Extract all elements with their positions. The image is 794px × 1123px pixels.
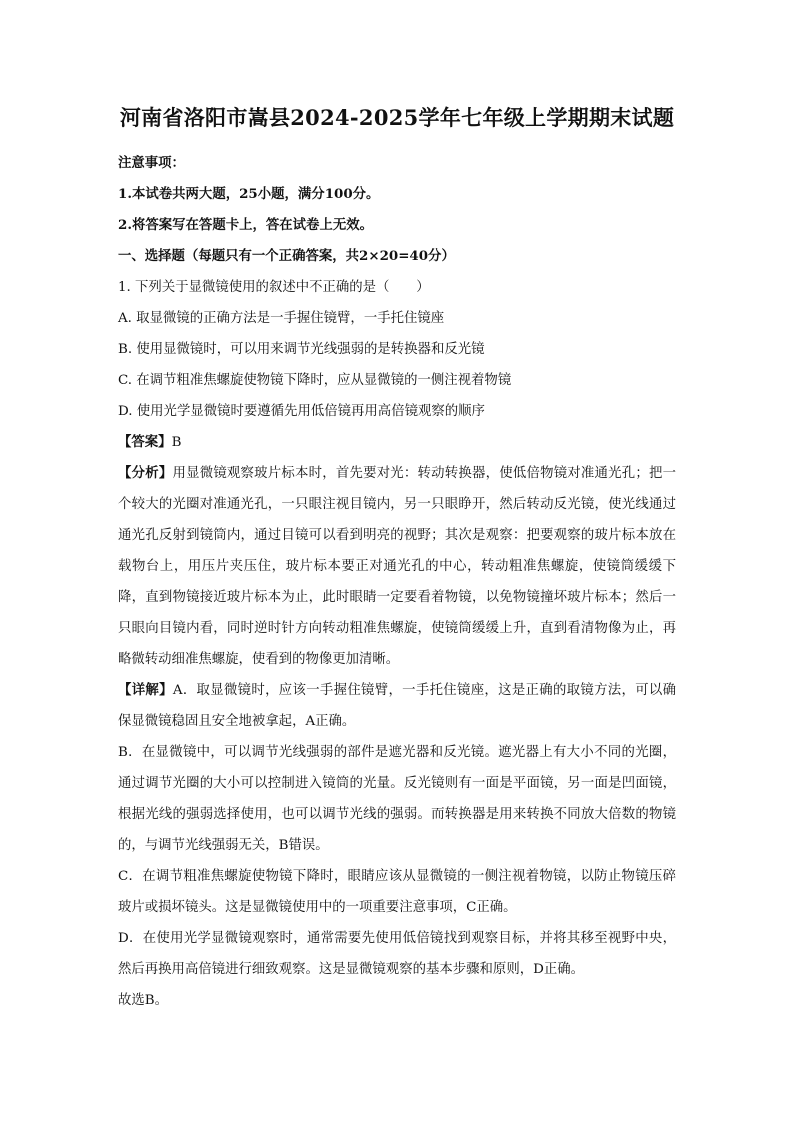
detail-paragraph-b: B．在显微镜中，可以调节光线强弱的部件是遮光器和反光镜。遮光器上有大小不同的光圈，通过调节光圈的大小可以控制进入镜筒的光量。反光镜则有一面是平面镜，另一面是凹面镜，根据光线的强弱选择使用，也可以调节光线的强弱。而转换器是用来转换不同放大倍数的物镜的，与调节光线强弱无关，B错误。 [118, 745, 676, 853]
detail-a-text: A．取显微镜时，应该一手握住镜臂，一手托住镜座，这是正确的取镜方法，可以确保显微镜稳固且安全地被拿起，A正确。 [118, 683, 677, 729]
option-d: D. 使用光学显微镜时要遵循先用低倍镜再用高倍镜观察的顺序 [118, 404, 485, 419]
answer-value: B [171, 435, 182, 450]
question-stem: 1. 下列关于显微镜使用的叙述中不正确的是（ ） [118, 280, 430, 295]
option-b: B. 使用显微镜时，可以用来调节光线强弱的是转换器和反光镜 [118, 342, 485, 357]
detail-label: 【详解】 [118, 682, 173, 698]
option-a: A. 取显微镜的正确方法是一手握住镜臂，一手托住镜座 [118, 311, 445, 326]
detail-paragraph-a [118, 675, 676, 737]
analysis-text: 用显微镜观察玻片标本时，首先要对光：转动转换器，使低倍物镜对准通光孔；把一个较大的光圈对准通光孔，一只眼注视目镜内，另一只眼睁开，然后转动反光镜，使光线通过通光孔反射到镜筒内，通过目镜可以看到明亮的视野；其次是观察：把要观察的玻片标本放在载物台上，用压片夹压住，玻片标本要正对通光孔的中心，转动粗准焦螺旋，使镜筒缓缓下降，直到物镜接近玻片标本为止，此时眼睛一定要看着物镜，以免物镜撞坏玻片标本；然后一只眼向目镜内看，同时逆时针方向转动粗准焦螺旋，使镜筒缓缓上升，直到看清物像为止，再略微转动细准焦螺旋，使看到的物像更加清晰。 [118, 466, 677, 667]
answer-line [118, 427, 676, 458]
answer-label: 【答案】 [118, 434, 172, 450]
section-heading: 一、选择题（每题只有一个正确答案，共2×20=40分） [118, 248, 455, 264]
analysis-paragraph [118, 458, 676, 675]
analysis-label: 【分析】 [118, 465, 173, 481]
detail-paragraph-c: C．在调节粗准焦螺旋使物镜下降时，眼睛应该从显微镜的一侧注视着物镜，以防止物镜压碎玻片或损坏镜头。这是显微镜使用中的一项重要注意事项，C正确。 [118, 869, 676, 915]
notice-item-2: 2.将答案写在答题卡上，答在试卷上无效。 [118, 217, 374, 233]
notice-heading: 注意事项： [118, 155, 185, 171]
option-c: C. 在调节粗准焦螺旋使物镜下降时，应从显微镜的一侧注视着物镜 [118, 373, 512, 388]
detail-paragraph-d: D．在使用光学显微镜观察时，通常需要先使用低倍镜找到观察目标，并将其移至视野中央，然后再换用高倍镜进行细致观察。这是显微镜观察的基本步骤和原则，D正确。 [118, 931, 676, 977]
notice-item-1: 1.本试卷共两大题，25小题，满分100分。 [118, 186, 380, 202]
conclusion: 故选B。 [118, 993, 169, 1008]
exam-title: 河南省洛阳市嵩县2024-2025学年七年级上学期期末试题 [119, 105, 675, 130]
